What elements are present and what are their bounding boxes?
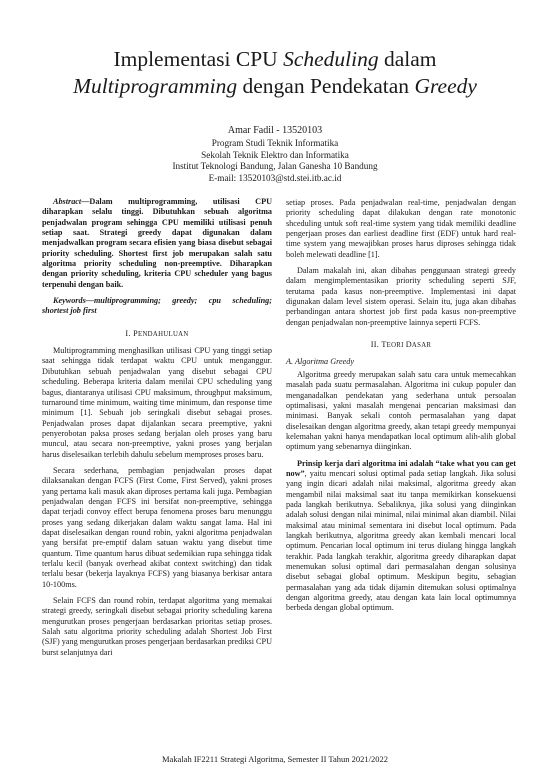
paper-title: [40, 46, 510, 100]
author-program: Program Studi Teknik Informatika: [211, 138, 339, 148]
keywords: Keywords—multiprogramming; greedy; cpu scheduling; shortest job first: [42, 296, 272, 316]
theory-paragraph-1: Algoritma greedy merupakan salah satu cara untuk memecahkan masalah pada suatu permasalahan. Algoritma ini cukup populer dan menganadalkan pendekatan yang sederhana untuk persoalan optimalisasi, yakni masalah mengenai pencarian maksimasi dan minimasi. Banyak sekali contoh permasalahan yang dapat diselesaikan dengan algoritma greedy, akan tetapi greedy mempunyai kelemahan yakni hanya mendapatkan local optimum alih-alih global optimum yang sebenarnya diinginkan.: [286, 369, 516, 452]
theory-paragraph-2: Prinsip kerja dari algoritma ini adalah “take what you can get now”, yaitu mencari solusi optimal pada setiap langkah. Jika solusi yang ingin dicari adalah nilai maksimal, algoritma greedy akan mengambil nilai maksimal saat itu tanpa memikirkan konsekuensi pada langkah berikutnya. Sebaliknya, jika solusi yang diinginkan adalah solusi dengan nilai minimal, nilai minimal akan diambil. Nilai maksimal atau minimal sementara ini disebut local optimum. Pada langkah berikutnya, algoritma greedy akan kembali mencari local optimum. Pencarian local optimum ini terus diulang hingga langkah terakhir. Pada langkah terakhir, algoritma greedy diharapkan dapat menemukan solusi optimal dari permasalahan dengan solusinya disebut sebagai global optimum. Meskipun begitu, sebagian permasalahan yang ada tidak dijamin ditemukan solusi optimalnya dengan algoritma greedy, atau dengan kata lain local optimumnya berbeda dengan global optimum.: [286, 458, 516, 613]
author-name: Amar Fadil - 13520103: [227, 125, 323, 136]
abstract-text: —Dalam multiprogramming, utilisasi CPU diharapkan selalu tinggi. Dibutuhkan sebuah algoritma penjadwalan program sehingga CPU memiliki utilisasi penuh setiap saat. Strategi greedy dapat digunakan dalam menjadwalkan program secara efisien yang biasa disebut sebagai priority scheduling. Shortest first job merupakan salah satu algoritma priority scheduling non-preemptive. Diharapkan dengan priority scheduling, kriteria CPU scheduler yang bagus terpenuhi dengan baik.: [42, 197, 272, 289]
abstract: [42, 197, 272, 290]
abstract-label: Abstract: [53, 197, 82, 206]
intro-paragraph-3: Selain FCFS dan round robin, terdapat algoritma yang memakai strategi greedy, seringkali disebut sebagai priority scheduling karena mengurutkan proses pengerjaan berdasarkan prioritas setiap proses. Salah satu algoritma priority scheduling adalah Shortest Job First (SJF) yang mengurutkan proses pengerjaan berdasarkan prediksi CPU burst selanjutnya dari: [42, 596, 272, 657]
right-column: [286, 198, 516, 614]
author-block: [100, 124, 450, 184]
author-institute: Institut Teknologi Bandung, Jalan Ganesha 10 Bandung: [172, 161, 378, 172]
section-heading-introduction: I. PENDAHULUAN: [125, 328, 189, 338]
subsection-heading-greedy: A. Algoritma Greedy: [286, 357, 354, 367]
author-school: Sekolah Teknik Elektro dan Informatika: [201, 149, 349, 160]
section-heading-theory: II. TEORI DASAR: [370, 340, 432, 350]
greedy-principle-quote: Prinsip kerja dari algoritma ini adalah “take what you can get now”: [286, 458, 516, 478]
title-line-1: Implementasi CPU Scheduling dalam: [113, 47, 437, 71]
intro-paragraph-1: Multiprogramming menghasilkan utilisasi CPU yang tinggi setiap saat sehingga tidak terdapat waktu CPU untuk menganggur. Dibutuhkan sebuah penjadwalan yang disebut sebagai CPU scheduling. Beberapa kriteria dalam menilai CPU scheduling yang bagus, diantaranya utilisasi CPU maksimum, throughput maksimum, turnaround time minimum, waiting time minimum, dan response time minimum [1]. Sebuah job seringkali disebut sebagai proses. Penjadwalan proses dapat dijalankan secara preemptive, yakni penyerobotan paksa proses sedang berjalan oleh proses yang baru muncul, atau secara non-preemptive, yakni proses yang berjalan harus diselesaikan terlebih dahulu sebelum memproses proses baru.: [42, 346, 272, 459]
left-column: [42, 197, 272, 658]
intro-paragraph-continued: setiap proses. Pada penjadwalan real-time, penjadwalan dengan priority scheduling dapat dilakukan dengan rate monotonic shceduling untuk soft real-time system yang tidak memiliki deadline pengerjaan proses dan earliest deadline first (EDF) untuk hard real-time system yang mewajibkan proses harus diproses sehingga tidak boleh melewati deadline [1].: [286, 198, 516, 259]
intro-paragraph-2: Secara sederhana, pembagian penjadwalan proses dapat dilaksanakan dengan FCFS (First Come, First Served), yakni proses yang pertama kali masuk akan diproses pertama kali juga. Pembagian penjadwalan dengan FCFS ini bersifat non-preemptive, sehingga dapat terjadi convoy effect berupa fenomena proses baru menunggu proses yang sedang dikerjakan dalam waktu sangat lama. Hal ini dapat diselesaikan dengan round robin, yakni algoritma penjadwalan yang bersifat pre-emptif dalam satuan waktu yang disebut time quantum. Time quantum harus dibuat sedemikian rupa sehingga tidak terlalu kecil (banyak overhead akibat context switching) dan tidak terlalu besar (bekerja layaknya FCFS) yang biasanya berkisar antara 10-100ms.: [42, 465, 272, 589]
page-footer: Makalah IF2211 Strategi Algoritma, Semester II Tahun 2021/2022: [161, 754, 389, 764]
intro-paragraph-4: Dalam makalah ini, akan dibahas penggunaan strategi greedy dalam mengimplementasikan priority scheduling seperti SJF, terutama pada kasus non-preemptive. Implementasi ini dapat digunakan dalam level sistem operasi. Selain itu, juga akan dibahas perbandingan antara shortest job first pada kasus non-preemptive dengan penjadwalan non-preemptive lainnya seperti FCFS.: [286, 266, 516, 327]
author-email: E-mail: 13520103@std.stei.itb.ac.id: [208, 172, 342, 183]
title-line-2: Multiprogramming dengan Pendekatan Greedy: [73, 74, 477, 98]
